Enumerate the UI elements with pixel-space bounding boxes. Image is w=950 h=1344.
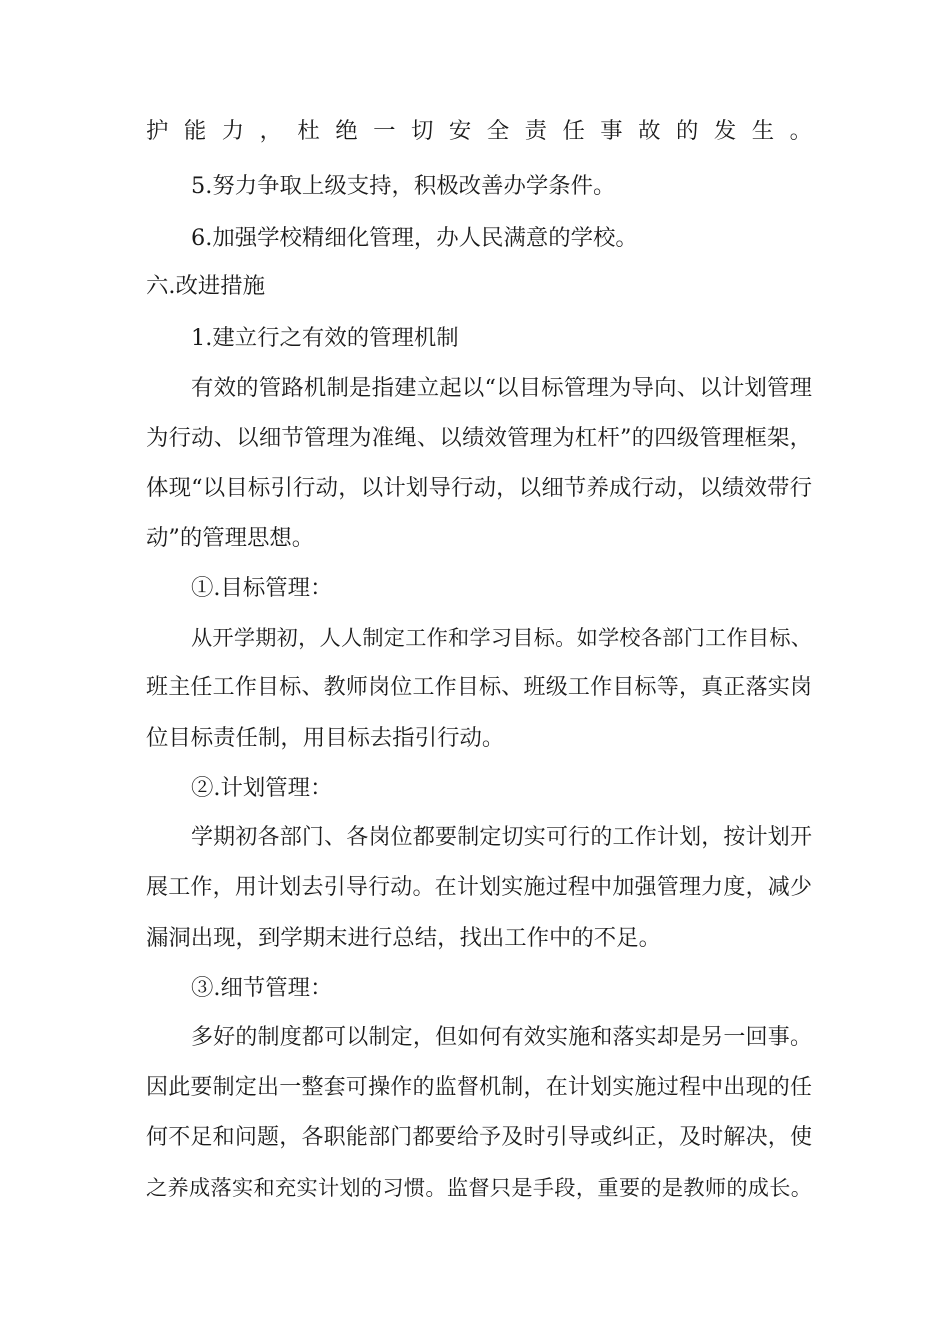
paragraph-line: 为行动、以细节管理为准绳、以绩效管理为杠杆”的四级管理框架，	[146, 425, 812, 451]
paragraph-line: 漏洞出现，到学期末进行总结，找出工作中的不足。	[146, 925, 661, 951]
paragraph-line: 因此要制定出一整套可操作的监督机制，在计划实施过程中出现的任	[146, 1075, 812, 1100]
subsection-heading: 1.建立行之有效的管理机制	[191, 325, 459, 351]
paragraph-line: 从开学期初，人人制定工作和学习目标。如学校各部门工作目标、	[191, 625, 812, 650]
section-heading: 六.改进措施	[146, 273, 266, 299]
subsection-heading: ③.细节管理：	[191, 975, 333, 1001]
paragraph-line: 有效的管路机制是指建立起以“以目标管理为导向、以计划管理	[191, 375, 812, 401]
subsection-heading: ①.目标管理：	[191, 575, 333, 601]
list-item: 6.加强学校精细化管理，办人民满意的学校。	[191, 225, 638, 251]
list-item: 5.努力争取上级支持，积极改善办学条件。	[191, 173, 616, 199]
paragraph-line: 体现“以目标引行动，以计划导行动，以细节养成行动，以绩效带行	[146, 475, 812, 501]
paragraph-line: 班主任工作目标、教师岗位工作目标、班级工作目标等，真正落实岗	[146, 675, 812, 700]
paragraph-line: 多好的制度都可以制定，但如何有效实施和落实却是另一回事。	[191, 1025, 812, 1050]
paragraph-line: 学期初各部门、各岗位都要制定切实可行的工作计划，按计划开	[191, 825, 812, 850]
paragraph-line: 之养成落实和充实计划的习惯。监督只是手段，重要的是教师的成长。	[146, 1175, 812, 1200]
paragraph-line: 位目标责任制，用目标去指引行动。	[146, 725, 505, 751]
paragraph-line: 动”的管理思想。	[146, 525, 315, 551]
paragraph-line: 展工作，用计划去引导行动。在计划实施过程中加强管理力度，减少	[146, 875, 812, 900]
subsection-heading: ②.计划管理：	[191, 775, 333, 801]
paragraph-line: 何不足和问题，各职能部门都要给予及时引导或纠正，及时解决，使	[146, 1125, 812, 1150]
paragraph-line: 护能力，杜绝一切安全责任事故的发生。	[146, 118, 812, 144]
